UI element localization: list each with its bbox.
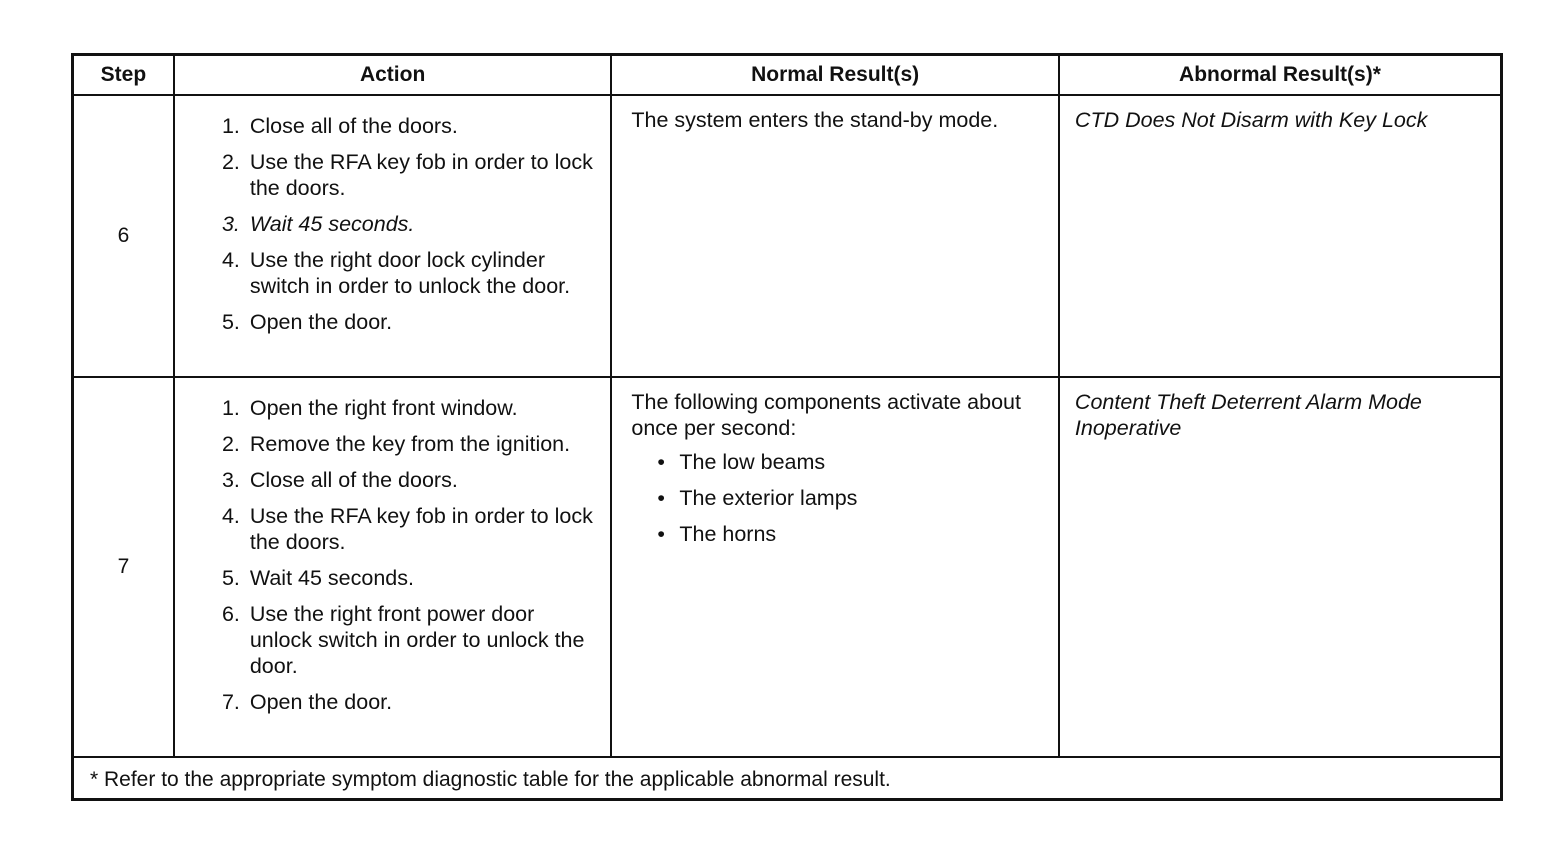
table-row-step-7 [73,377,1502,757]
action-item: 4. Use the RFA key fob in order to lock the doors. [246,503,602,555]
action-cell [174,377,612,757]
step-number: 7 [73,377,174,757]
action-item: 3. Close all of the doors. [246,467,602,493]
component-list [631,449,1047,547]
action-item: 1. Open the right front window. [246,395,602,421]
header-abnormal-results: Abnormal Result(s)* [1059,55,1502,96]
component-item: • The horns [679,521,1047,547]
step-number: 6 [73,95,174,377]
abnormal-result-cell [1059,377,1502,757]
table-row-step-6 [73,95,1502,377]
header-action: Action [174,55,612,96]
footnote-row [73,757,1502,800]
action-item: 6. Use the right front power door unlock switch in order to unlock the door. [246,601,602,679]
footnote: * Refer to the appropriate symptom diagnostic table for the applicable abnormal result. [73,757,1502,800]
diagnostic-table [71,53,1503,801]
action-item: 5. Wait 45 seconds. [246,565,602,591]
header-row [73,55,1502,96]
normal-result-text: The system enters the stand-by mode. [631,108,999,132]
normal-result-intro: The following components activate about once per second: [631,390,1021,440]
action-item: 4. Use the right door lock cylinder switch in order to unlock the door. [246,247,602,299]
action-list [176,97,610,347]
action-item: 3. Wait 45 seconds. [246,211,602,237]
action-item: 2. Use the RFA key fob in order to lock the doors. [246,149,602,201]
abnormal-result-text: CTD Does Not Disarm with Key Lock [1074,108,1428,132]
normal-result-cell [611,377,1059,757]
component-item: • The exterior lamps [679,485,1047,511]
action-item: 5. Open the door. [246,309,602,335]
abnormal-result-text: Content Theft Deterrent Alarm Mode Inoperative [1074,390,1422,440]
normal-result-text [613,379,1057,547]
action-item: 7. Open the door. [246,689,602,715]
action-item: 2. Remove the key from the ignition. [246,431,602,457]
normal-result-cell [611,95,1059,377]
action-cell [174,95,612,377]
header-normal-results: Normal Result(s) [611,55,1059,96]
action-item: 1. Close all of the doors. [246,113,602,139]
abnormal-result-cell [1059,95,1502,377]
header-step: Step [73,55,174,96]
component-item: • The low beams [679,449,1047,475]
action-list [176,379,610,727]
